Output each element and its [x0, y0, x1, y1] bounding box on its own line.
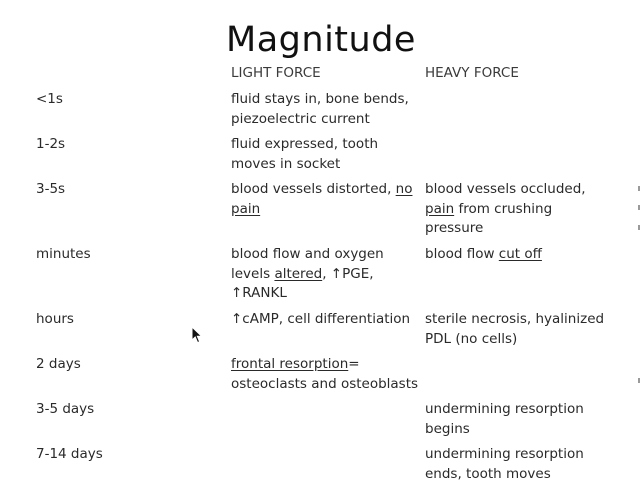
line-text: sterile necrosis, hyalinized: [425, 311, 605, 327]
line-text: osteoclasts and osteoblasts: [231, 375, 419, 392]
time-cell: 3-5s: [36, 181, 66, 197]
line-text: ↑cAMP, cell differentiation: [231, 311, 411, 327]
line-text: ends, tooth moves: [425, 465, 551, 480]
time-cell: <1s: [36, 91, 63, 107]
light-force-cell: [231, 135, 417, 174]
underlined-term: pain: [425, 200, 455, 217]
line-text: pressure: [425, 220, 484, 236]
line-text: PDL (no cells): [425, 330, 518, 347]
line-text: undermining resorption: [425, 446, 584, 462]
light-force-cell: [231, 90, 417, 129]
heavy-force-cell: [425, 310, 625, 349]
line-text: moves in socket: [231, 155, 341, 172]
line-text: fluid stays in, bone bends,: [231, 91, 409, 107]
light-force-cell: [231, 355, 417, 394]
time-cell: minutes: [36, 246, 91, 262]
line-text: undermining resorption: [425, 401, 584, 417]
heavy-force-cell: [425, 180, 625, 239]
mouse-pointer-icon: [191, 326, 205, 344]
edge-fragment: [634, 225, 640, 230]
line-text: pain from crushing: [425, 200, 553, 217]
line-text: levels altered, ↑PGE,: [231, 265, 374, 282]
heavy-force-cell: [425, 245, 625, 265]
underlined-term: no: [395, 181, 413, 197]
underlined-term: altered: [274, 265, 323, 282]
time-cell: 2 days: [36, 356, 81, 372]
line-text: blood flow and oxygen: [231, 246, 384, 262]
time-cell: hours: [36, 311, 74, 327]
edge-fragment: [634, 186, 640, 191]
underlined-term: pain: [231, 200, 261, 217]
line-text: piezoelectric current: [231, 110, 370, 127]
time-cell: 7-14 days: [36, 446, 103, 462]
underlined-term: frontal resorption: [231, 356, 349, 372]
column-header-light-force: LIGHT FORCE: [231, 65, 321, 81]
line-text: blood flow cut off: [425, 246, 542, 262]
underlined-term: cut off: [498, 246, 542, 262]
edge-fragment: [634, 378, 640, 383]
line-text: frontal resorption=: [231, 356, 360, 372]
column-header-heavy-force: HEAVY FORCE: [425, 65, 519, 81]
light-force-cell: [231, 310, 417, 330]
edge-fragment: [634, 205, 640, 210]
heavy-force-cell: [425, 400, 625, 439]
line-text: blood vessels distorted, no: [231, 181, 413, 197]
light-force-cell: [231, 180, 417, 219]
line-text: begins: [425, 420, 470, 437]
page-title: Magnitude: [226, 20, 416, 60]
line-text: ↑RANKL: [231, 285, 287, 301]
line-text: blood vessels occluded,: [425, 181, 586, 197]
time-cell: 1-2s: [36, 136, 66, 152]
time-cell: 3-5 days: [36, 401, 95, 417]
line-text: fluid expressed, tooth: [231, 136, 379, 152]
heavy-force-cell: [425, 445, 625, 480]
light-force-cell: [231, 245, 417, 304]
